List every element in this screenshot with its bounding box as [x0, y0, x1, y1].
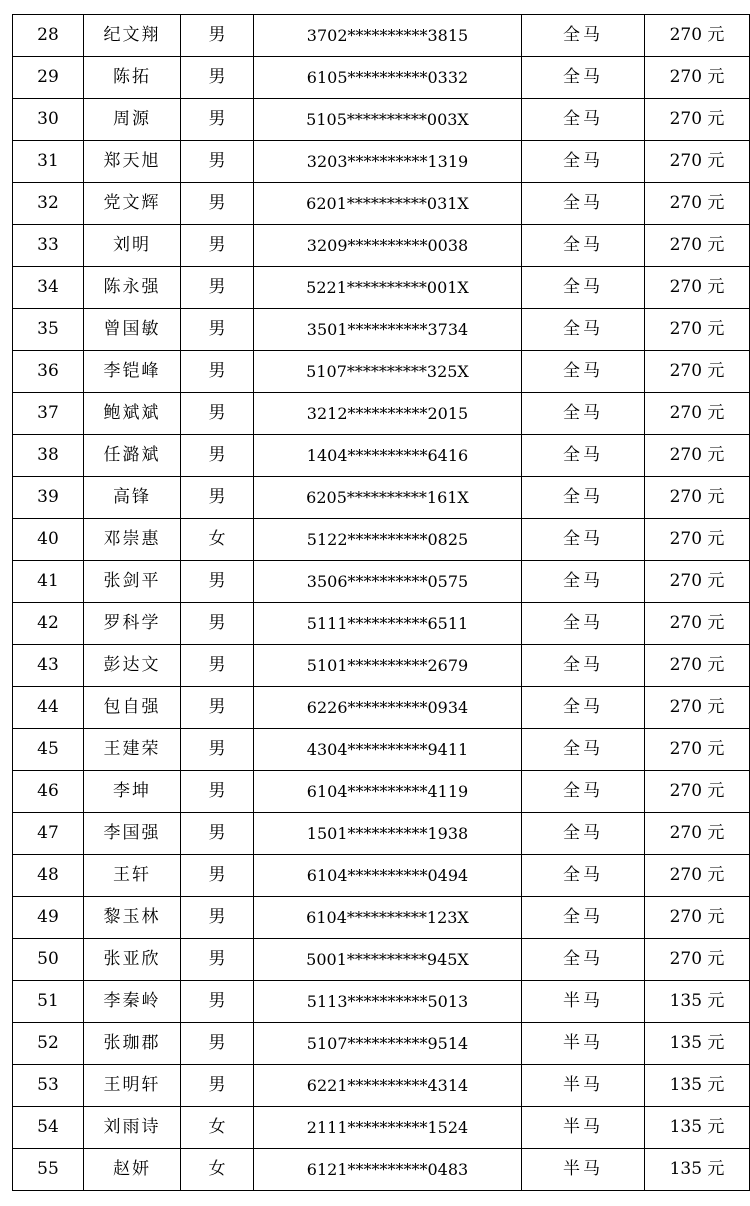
table-row	[13, 981, 750, 1023]
participant-id-number-cell: 3209**********0038	[254, 225, 522, 267]
table-row	[13, 225, 750, 267]
participant-gender-cell: 男	[181, 561, 254, 603]
table-row	[13, 939, 750, 981]
participant-name-cell: 陈永强	[84, 267, 181, 309]
participant-id-number-cell: 2111**********1524	[254, 1107, 522, 1149]
participant-gender-cell: 女	[181, 519, 254, 561]
table-row	[13, 183, 750, 225]
table-row	[13, 1107, 750, 1149]
participant-id-number-cell: 6121**********0483	[254, 1149, 522, 1191]
row-number-cell: 41	[13, 561, 84, 603]
participant-gender-cell: 男	[181, 435, 254, 477]
participant-gender-cell: 男	[181, 267, 254, 309]
race-event-cell: 半马	[522, 1149, 645, 1191]
participant-name-cell: 赵妍	[84, 1149, 181, 1191]
table-row	[13, 435, 750, 477]
row-number-cell: 54	[13, 1107, 84, 1149]
participant-gender-cell: 男	[181, 939, 254, 981]
row-number-cell: 37	[13, 393, 84, 435]
participant-gender-cell: 男	[181, 855, 254, 897]
race-event-cell: 全马	[522, 771, 645, 813]
table-row	[13, 771, 750, 813]
participant-id-number-cell: 1404**********6416	[254, 435, 522, 477]
registration-fee-cell: 270 元	[645, 351, 750, 393]
registration-table	[12, 14, 750, 1191]
race-event-cell: 全马	[522, 351, 645, 393]
participant-gender-cell: 男	[181, 309, 254, 351]
participant-gender-cell: 男	[181, 1023, 254, 1065]
row-number-cell: 33	[13, 225, 84, 267]
participant-name-cell: 李秦岭	[84, 981, 181, 1023]
registration-fee-cell: 270 元	[645, 309, 750, 351]
race-event-cell: 全马	[522, 645, 645, 687]
participant-id-number-cell: 5001**********945X	[254, 939, 522, 981]
registration-fee-cell: 270 元	[645, 729, 750, 771]
row-number-cell: 47	[13, 813, 84, 855]
race-event-cell: 全马	[522, 519, 645, 561]
registration-fee-cell: 270 元	[645, 141, 750, 183]
race-event-cell: 全马	[522, 225, 645, 267]
participant-id-number-cell: 5221**********001X	[254, 267, 522, 309]
participant-name-cell: 张剑平	[84, 561, 181, 603]
row-number-cell: 44	[13, 687, 84, 729]
participant-id-number-cell: 6201**********031X	[254, 183, 522, 225]
table-row	[13, 393, 750, 435]
participant-name-cell: 刘明	[84, 225, 181, 267]
participant-gender-cell: 男	[181, 603, 254, 645]
registration-fee-cell: 135 元	[645, 1107, 750, 1149]
participant-gender-cell: 女	[181, 1149, 254, 1191]
participant-gender-cell: 女	[181, 1107, 254, 1149]
registration-fee-cell: 270 元	[645, 99, 750, 141]
row-number-cell: 28	[13, 15, 84, 57]
participant-id-number-cell: 5101**********2679	[254, 645, 522, 687]
row-number-cell: 48	[13, 855, 84, 897]
registration-fee-cell: 270 元	[645, 897, 750, 939]
table-row	[13, 1149, 750, 1191]
race-event-cell: 全马	[522, 687, 645, 729]
table-row	[13, 351, 750, 393]
participant-name-cell: 任潞斌	[84, 435, 181, 477]
registration-fee-cell: 270 元	[645, 435, 750, 477]
participant-name-cell: 王明轩	[84, 1065, 181, 1107]
participant-id-number-cell: 3212**********2015	[254, 393, 522, 435]
participant-name-cell: 高锋	[84, 477, 181, 519]
participant-id-number-cell: 6226**********0934	[254, 687, 522, 729]
registration-fee-cell: 270 元	[645, 267, 750, 309]
registration-fee-cell: 270 元	[645, 57, 750, 99]
participant-gender-cell: 男	[181, 141, 254, 183]
table-row	[13, 1065, 750, 1107]
participant-name-cell: 李坤	[84, 771, 181, 813]
participant-name-cell: 张亚欣	[84, 939, 181, 981]
table-row	[13, 15, 750, 57]
registration-fee-cell: 135 元	[645, 981, 750, 1023]
table-row	[13, 309, 750, 351]
registration-fee-cell: 135 元	[645, 1023, 750, 1065]
registration-fee-cell: 270 元	[645, 561, 750, 603]
row-number-cell: 35	[13, 309, 84, 351]
participant-id-number-cell: 6104**********4119	[254, 771, 522, 813]
participant-name-cell: 邓崇惠	[84, 519, 181, 561]
row-number-cell: 49	[13, 897, 84, 939]
participant-name-cell: 王建荣	[84, 729, 181, 771]
participant-gender-cell: 男	[181, 57, 254, 99]
registration-fee-cell: 270 元	[645, 477, 750, 519]
race-event-cell: 全马	[522, 435, 645, 477]
participant-name-cell: 鲍斌斌	[84, 393, 181, 435]
table-row	[13, 855, 750, 897]
race-event-cell: 全马	[522, 141, 645, 183]
race-event-cell: 全马	[522, 813, 645, 855]
row-number-cell: 46	[13, 771, 84, 813]
table-row	[13, 99, 750, 141]
registration-fee-cell: 270 元	[645, 645, 750, 687]
race-event-cell: 全马	[522, 393, 645, 435]
participant-gender-cell: 男	[181, 1065, 254, 1107]
participant-gender-cell: 男	[181, 771, 254, 813]
participant-id-number-cell: 5122**********0825	[254, 519, 522, 561]
participant-gender-cell: 男	[181, 813, 254, 855]
race-event-cell: 全马	[522, 561, 645, 603]
participant-name-cell: 陈拓	[84, 57, 181, 99]
table-row	[13, 561, 750, 603]
participant-gender-cell: 男	[181, 897, 254, 939]
row-number-cell: 42	[13, 603, 84, 645]
participant-id-number-cell: 6104**********0494	[254, 855, 522, 897]
table-row	[13, 729, 750, 771]
participant-name-cell: 罗科学	[84, 603, 181, 645]
participant-id-number-cell: 5113**********5013	[254, 981, 522, 1023]
table-row	[13, 897, 750, 939]
table-body	[13, 15, 750, 1191]
registration-fee-cell: 270 元	[645, 183, 750, 225]
race-event-cell: 半马	[522, 981, 645, 1023]
registration-fee-cell: 270 元	[645, 225, 750, 267]
row-number-cell: 30	[13, 99, 84, 141]
race-event-cell: 全马	[522, 477, 645, 519]
participant-id-number-cell: 3702**********3815	[254, 15, 522, 57]
race-event-cell: 全马	[522, 729, 645, 771]
row-number-cell: 39	[13, 477, 84, 519]
row-number-cell: 45	[13, 729, 84, 771]
participant-id-number-cell: 3501**********3734	[254, 309, 522, 351]
race-event-cell: 全马	[522, 15, 645, 57]
registration-fee-cell: 270 元	[645, 603, 750, 645]
race-event-cell: 全马	[522, 309, 645, 351]
row-number-cell: 34	[13, 267, 84, 309]
participant-id-number-cell: 6205**********161X	[254, 477, 522, 519]
participant-id-number-cell: 5105**********003X	[254, 99, 522, 141]
race-event-cell: 半马	[522, 1023, 645, 1065]
participant-gender-cell: 男	[181, 729, 254, 771]
registration-fee-cell: 270 元	[645, 939, 750, 981]
race-event-cell: 全马	[522, 897, 645, 939]
table-row	[13, 1023, 750, 1065]
table-row	[13, 603, 750, 645]
participant-gender-cell: 男	[181, 225, 254, 267]
registration-fee-cell: 270 元	[645, 813, 750, 855]
table-row	[13, 687, 750, 729]
participant-name-cell: 李铠峰	[84, 351, 181, 393]
row-number-cell: 51	[13, 981, 84, 1023]
row-number-cell: 31	[13, 141, 84, 183]
row-number-cell: 38	[13, 435, 84, 477]
participant-name-cell: 包自强	[84, 687, 181, 729]
participant-name-cell: 王轩	[84, 855, 181, 897]
row-number-cell: 36	[13, 351, 84, 393]
row-number-cell: 50	[13, 939, 84, 981]
participant-id-number-cell: 1501**********1938	[254, 813, 522, 855]
registration-fee-cell: 270 元	[645, 15, 750, 57]
participant-id-number-cell: 3203**********1319	[254, 141, 522, 183]
table-row	[13, 519, 750, 561]
row-number-cell: 29	[13, 57, 84, 99]
race-event-cell: 全马	[522, 99, 645, 141]
participant-gender-cell: 男	[181, 393, 254, 435]
participant-name-cell: 曾国敏	[84, 309, 181, 351]
participant-id-number-cell: 5111**********6511	[254, 603, 522, 645]
registration-fee-cell: 270 元	[645, 393, 750, 435]
participant-id-number-cell: 4304**********9411	[254, 729, 522, 771]
table-row	[13, 813, 750, 855]
race-event-cell: 全马	[522, 57, 645, 99]
registration-fee-cell: 135 元	[645, 1065, 750, 1107]
participant-name-cell: 李国强	[84, 813, 181, 855]
participant-id-number-cell: 6104**********123X	[254, 897, 522, 939]
race-event-cell: 全马	[522, 855, 645, 897]
row-number-cell: 52	[13, 1023, 84, 1065]
race-event-cell: 全马	[522, 603, 645, 645]
participant-name-cell: 张珈郡	[84, 1023, 181, 1065]
race-event-cell: 半马	[522, 1107, 645, 1149]
participant-id-number-cell: 5107**********325X	[254, 351, 522, 393]
participant-gender-cell: 男	[181, 981, 254, 1023]
participant-gender-cell: 男	[181, 687, 254, 729]
registration-fee-cell: 135 元	[645, 1149, 750, 1191]
table-row	[13, 267, 750, 309]
participant-name-cell: 党文辉	[84, 183, 181, 225]
participant-id-number-cell: 6105**********0332	[254, 57, 522, 99]
participant-id-number-cell: 5107**********9514	[254, 1023, 522, 1065]
participant-id-number-cell: 3506**********0575	[254, 561, 522, 603]
table-row	[13, 477, 750, 519]
registration-fee-cell: 270 元	[645, 519, 750, 561]
registration-fee-cell: 270 元	[645, 855, 750, 897]
participant-gender-cell: 男	[181, 15, 254, 57]
row-number-cell: 43	[13, 645, 84, 687]
participant-name-cell: 周源	[84, 99, 181, 141]
race-event-cell: 全马	[522, 939, 645, 981]
table-row	[13, 141, 750, 183]
participant-gender-cell: 男	[181, 99, 254, 141]
registration-fee-cell: 270 元	[645, 771, 750, 813]
registration-fee-cell: 270 元	[645, 687, 750, 729]
participant-name-cell: 黎玉林	[84, 897, 181, 939]
participant-gender-cell: 男	[181, 477, 254, 519]
race-event-cell: 全马	[522, 267, 645, 309]
row-number-cell: 55	[13, 1149, 84, 1191]
table-row	[13, 645, 750, 687]
participant-gender-cell: 男	[181, 645, 254, 687]
race-event-cell: 半马	[522, 1065, 645, 1107]
participant-name-cell: 刘雨诗	[84, 1107, 181, 1149]
participant-name-cell: 纪文翔	[84, 15, 181, 57]
row-number-cell: 32	[13, 183, 84, 225]
row-number-cell: 40	[13, 519, 84, 561]
participant-gender-cell: 男	[181, 183, 254, 225]
race-event-cell: 全马	[522, 183, 645, 225]
participant-id-number-cell: 6221**********4314	[254, 1065, 522, 1107]
table-row	[13, 57, 750, 99]
row-number-cell: 53	[13, 1065, 84, 1107]
participant-name-cell: 彭达文	[84, 645, 181, 687]
participant-name-cell: 郑天旭	[84, 141, 181, 183]
participant-gender-cell: 男	[181, 351, 254, 393]
